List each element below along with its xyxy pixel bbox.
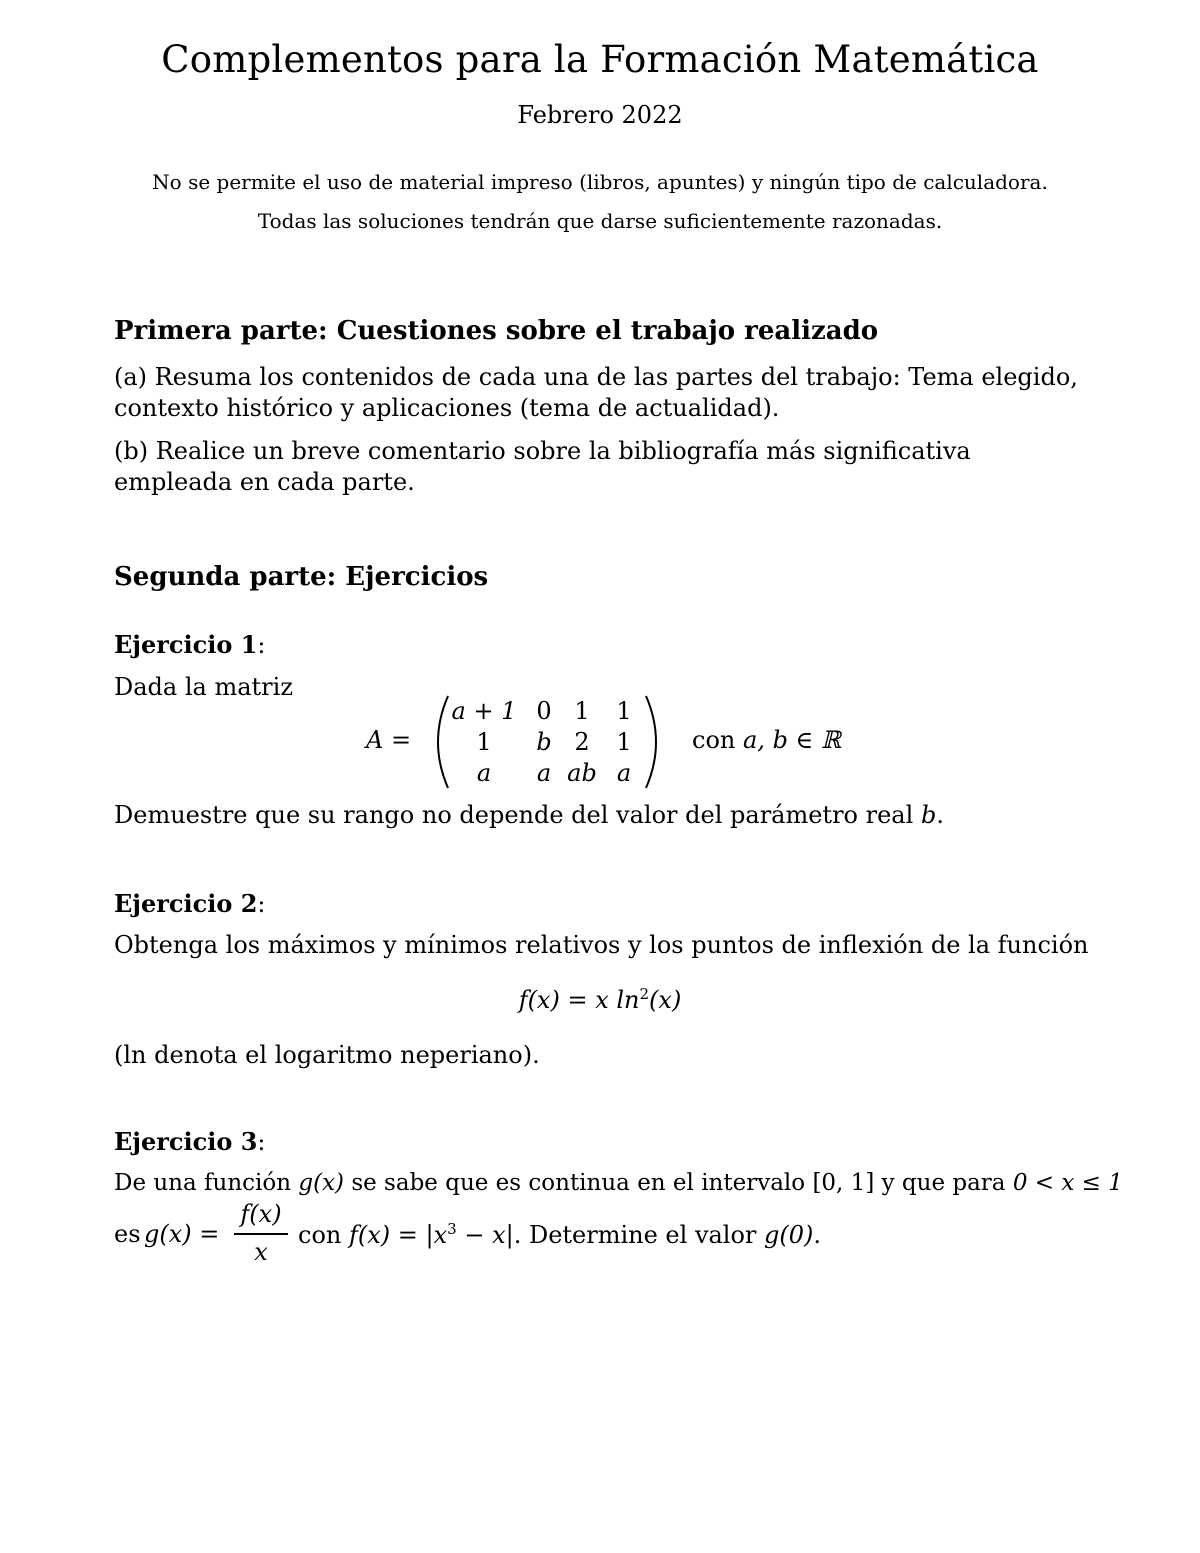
exercise-3-title: Ejercicio 3: xyxy=(114,1127,266,1156)
matrix-cell: 2 xyxy=(574,728,590,756)
matrix-cell: a + 1 xyxy=(451,697,517,725)
fraction-numerator: f(x) xyxy=(240,1200,282,1228)
matrix-equation xyxy=(366,692,846,792)
exercise-3-line-1: De una función g(x) se sabe que es continua en el intervalo [0, 1] y que para 0 < x ≤ 1 xyxy=(114,1170,1123,1196)
matrix-cell: 1 xyxy=(476,728,492,756)
matrix-cell: 1 xyxy=(616,728,632,756)
exam-date: Febrero 2022 xyxy=(517,101,683,129)
exercise-2-title: Ejercicio 2: xyxy=(114,889,266,918)
matrix-cell: a xyxy=(476,759,492,787)
page-title: Complementos para la Formación Matemática xyxy=(161,38,1039,81)
matrix-lhs: A = xyxy=(366,726,412,754)
matrix-cell: b xyxy=(536,728,552,756)
part2-heading: Segunda parte: Ejercicios xyxy=(114,562,489,592)
instructions-line-2: Todas las soluciones tendrán que darse suficientemente razonadas. xyxy=(257,209,943,233)
part1-question-a: (a) Resuma los contenidos de cada una de las partes del trabajo: Tema elegido, contexto histórico y aplicaciones (tema de actualidad). xyxy=(114,363,1078,422)
exercise-2-formula: f(x) = x $\ln^2(x)$ xyxy=(518,985,682,1014)
fraction-denominator: x xyxy=(254,1238,268,1266)
matrix-cell: a xyxy=(536,759,552,787)
right-paren xyxy=(640,692,670,792)
matrix-cell: 1 xyxy=(616,697,632,725)
fraction-bar xyxy=(234,1233,288,1235)
exercise-1-intro: Dada la matriz xyxy=(114,673,293,701)
part1-question-b: (b) Realice un breve comentario sobre la bibliografía más significativa empleada en cada parte. xyxy=(114,437,971,496)
matrix-condition: con a, b ∈ ℝ xyxy=(692,726,841,754)
exercise-1-statement: Demuestre que su rango no depende del valor del parámetro real b. xyxy=(114,801,944,829)
exercise-2-note: (ln denota el logaritmo neperiano). xyxy=(114,1041,540,1069)
exercise-3-g-eq: g(x) = xyxy=(144,1220,220,1248)
matrix-cell: ab xyxy=(567,759,597,787)
exercise-1-title: Ejercicio 1: xyxy=(114,630,266,659)
matrix-cell: 1 xyxy=(574,697,590,725)
exercise-2-statement: Obtenga los máximos y mínimos relativos y los puntos de inflexión de la función xyxy=(114,931,1089,959)
exercise-3-rest: con $f(x) = |x^3 - x|$. Determine el valor g(0). xyxy=(298,1220,822,1249)
instructions-line-1: No se permite el uso de material impreso (libros, apuntes) y ningún tipo de calculadora. xyxy=(152,170,1048,194)
part1-heading: Primera parte: Cuestiones sobre el trabajo realizado xyxy=(114,316,879,346)
matrix-cell: a xyxy=(616,759,632,787)
exercise-3-es: es xyxy=(114,1220,141,1248)
matrix-cell: 0 xyxy=(536,697,552,725)
